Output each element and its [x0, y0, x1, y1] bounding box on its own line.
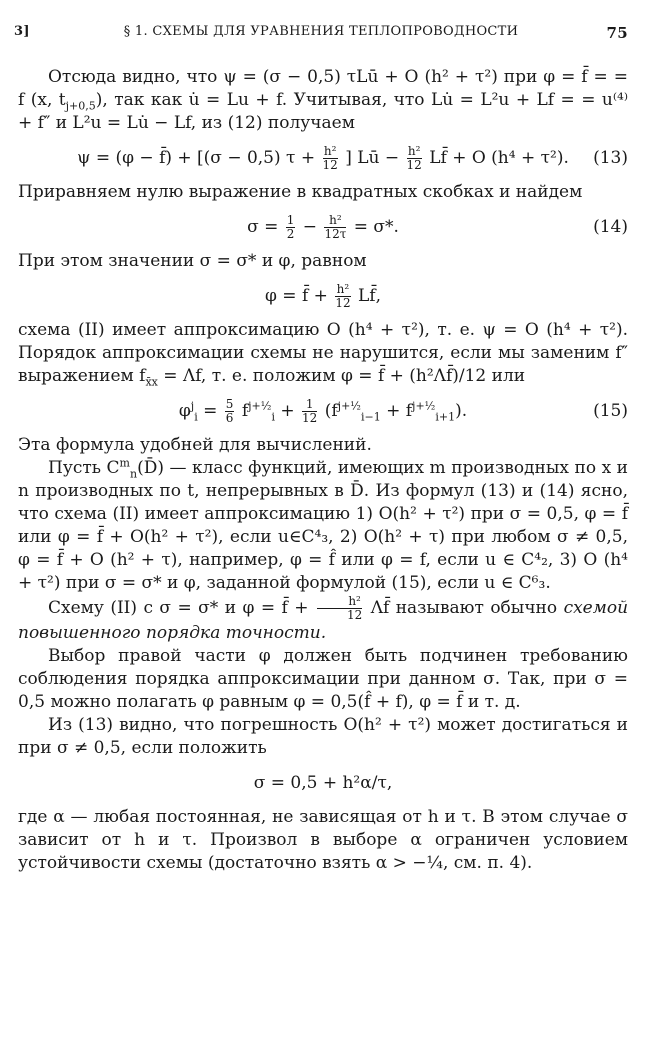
- eq15-r2: + f: [380, 401, 413, 421]
- paragraph-9: Из (13) видно, что погрешность O(h² + τ²) может достигаться и при σ ≠ 0,5, если положить: [18, 715, 628, 758]
- fraction: [225, 398, 235, 425]
- eq14-left: σ =: [247, 217, 279, 237]
- fraction-denominator: 2: [286, 227, 295, 241]
- fraction-numerator: h²: [407, 144, 421, 158]
- equation-14: [18, 204, 628, 250]
- equation-number: (15): [593, 401, 628, 421]
- running-title: § 1. СХЕМЫ ДЛЯ УРАВНЕНИЯ ТЕПЛОПРОВОДНОСТИ: [123, 24, 519, 39]
- page-body: [18, 66, 628, 875]
- p6-sup: m: [119, 456, 130, 470]
- fraction: [324, 214, 346, 241]
- p1-line-d: = u⁽⁴⁾ + f″ и L²u = Lu̇ − Lf, из (12) получаем: [18, 90, 628, 133]
- fraction-numerator: 5: [225, 397, 234, 411]
- paragraph-4: [18, 319, 628, 388]
- eq14-minus: −: [302, 217, 318, 237]
- fraction: [286, 214, 296, 241]
- equation-phi: [18, 273, 628, 319]
- fraction-denominator: 12: [335, 296, 351, 310]
- p1-line-a: Отсюда видно, что ψ = (σ − 0,5) τLū + O (h² + τ²) при φ = f̄ =: [48, 67, 608, 87]
- p1-line-b: = f (x, t: [18, 67, 628, 110]
- eq15-phi: φ: [178, 401, 191, 421]
- paragraph-7: [18, 595, 628, 645]
- equation-15: [18, 388, 628, 434]
- fraction-numerator: 1: [286, 213, 295, 227]
- fraction-denominator: 12: [322, 158, 338, 172]
- fraction-denominator: 6: [225, 411, 234, 425]
- p6-sub: n: [129, 467, 138, 481]
- fraction-numerator: h²: [324, 214, 346, 228]
- running-header: [14, 24, 628, 48]
- fraction-numerator: 1: [302, 398, 317, 412]
- paragraph-2: Приравняем нулю выражение в квадратных скобках и найдем: [18, 182, 583, 202]
- fraction-numerator: h²: [317, 595, 362, 609]
- eq13-left: ψ = (φ − f̄) + [(σ − 0,5) τ +: [77, 148, 316, 168]
- p4-sub: x̄x: [145, 375, 158, 389]
- fraction: [323, 145, 338, 172]
- equation-13: [18, 135, 628, 181]
- fraction-numerator: h²: [323, 144, 337, 158]
- fraction: [317, 595, 362, 622]
- p7-b: Λf̄ называют обычно: [370, 598, 564, 618]
- paragraph-3: При этом значении σ = σ* и φ, равном: [18, 251, 367, 271]
- equation-number: (13): [593, 148, 628, 168]
- eq-phi-right: Lf̄,: [358, 286, 381, 306]
- p6-start: Пусть C: [48, 458, 120, 478]
- eq15-phi-sub: i: [194, 410, 198, 424]
- eq14-right: = σ*.: [353, 217, 399, 237]
- eq15-phi-sup: j: [190, 399, 195, 413]
- p4-line-b: Порядок аппроксимации схемы не нарушится, если мы заменим f″ выражением f: [18, 343, 628, 386]
- eq15-plus: +: [274, 401, 295, 421]
- eq15-mid-sup: j+½: [248, 399, 272, 413]
- chapter-number: 3]: [14, 24, 30, 39]
- eq15-mid-sub: i: [271, 410, 275, 424]
- p1-sub: j+0,5: [65, 99, 96, 113]
- paragraph-10: где α — любая постоянная, не зависящая от h и τ. В этом случае σ зависит от h и τ. Произвол в выборе α ограничен условием устойчивости схемы (достаточно взять α > −¼, см. п. 4).: [18, 807, 628, 873]
- eq-phi-left: φ = f̄ +: [265, 286, 328, 306]
- eq-sigma: σ = 0,5 + h²α/τ,: [253, 773, 393, 793]
- paragraph-8: Выбор правой части φ должен быть подчинен требованию соблюдения порядка аппроксимации при данном σ. Так, при σ = 0,5 можно полагать φ равным φ = 0,5(f̂ + f), φ = f̄ и т. д.: [18, 646, 628, 712]
- fraction-denominator: 12: [406, 158, 422, 172]
- paragraph-1: [18, 66, 628, 135]
- eq15-right: (f: [324, 401, 338, 421]
- page-number: 75: [606, 24, 628, 42]
- p4-line-a: схема (II) имеет аппроксимацию O (h⁴ + τ²), т. е. ψ = O (h⁴ + τ²).: [18, 320, 628, 340]
- fraction-denominator: 12τ: [324, 227, 347, 241]
- fraction: [302, 398, 317, 425]
- eq13-mid: ] Lū −: [345, 148, 400, 168]
- fraction: [335, 283, 350, 310]
- fraction: [407, 145, 422, 172]
- eq15-eq: =: [197, 401, 218, 421]
- equation-number: (14): [593, 217, 628, 237]
- eq15-close: ).: [455, 401, 468, 421]
- eq15-r2-sub: i+1: [435, 410, 456, 424]
- p7-a: Схему (II) с σ = σ* и φ = f̄ +: [48, 598, 309, 618]
- paragraph-5: Эта формула удобней для вычислений.: [18, 435, 372, 455]
- p7-emphasis: схемой повышенного порядка точности.: [18, 598, 629, 643]
- eq15-r1-sup: j+½: [337, 399, 361, 413]
- p4-line-d: или: [491, 366, 526, 386]
- p4-line-c: = Λf, т. е. положим φ = f̄ + (h²Λf̄)/12: [157, 366, 487, 386]
- eq15-r2-sup: j+½: [412, 399, 436, 413]
- eq13-right: Lf̄ + O (h⁴ + τ²).: [429, 148, 569, 168]
- p6-rest: (D̄) — класс функций, имеющих m производных по x и n производных по t, непрерывных в D̄. Из формул (13) и (14) ясно, что схема (II) имеет аппроксимацию 1) O(h² + τ²) при σ = 0,5, φ = f̄ или φ = f̄ + O(h² + τ²), если u∈C⁴₃, 2) O(h² + τ) при любом σ ≠ 0,5, φ = f̄ + O (h² + τ), например, φ = f̂ или φ = f, если u ∈ C⁴₂, 3) O (h⁴ + τ²) при σ = σ* и φ, заданной формулой (15), если u ∈ C⁶₃.: [18, 458, 629, 593]
- equation-sigma: [18, 760, 628, 806]
- p1-line-c: ), так как u̇ = Lu + f. Учитывая, что Lu̇ = L²u + Lf =: [95, 90, 575, 110]
- fraction-denominator: 12: [302, 411, 318, 425]
- eq15-mid: f: [241, 401, 249, 421]
- eq15-r1-sub: i−1: [360, 410, 381, 424]
- fraction-numerator: h²: [336, 282, 350, 296]
- fraction-denominator: 12: [346, 608, 363, 622]
- paragraph-6: [18, 457, 628, 595]
